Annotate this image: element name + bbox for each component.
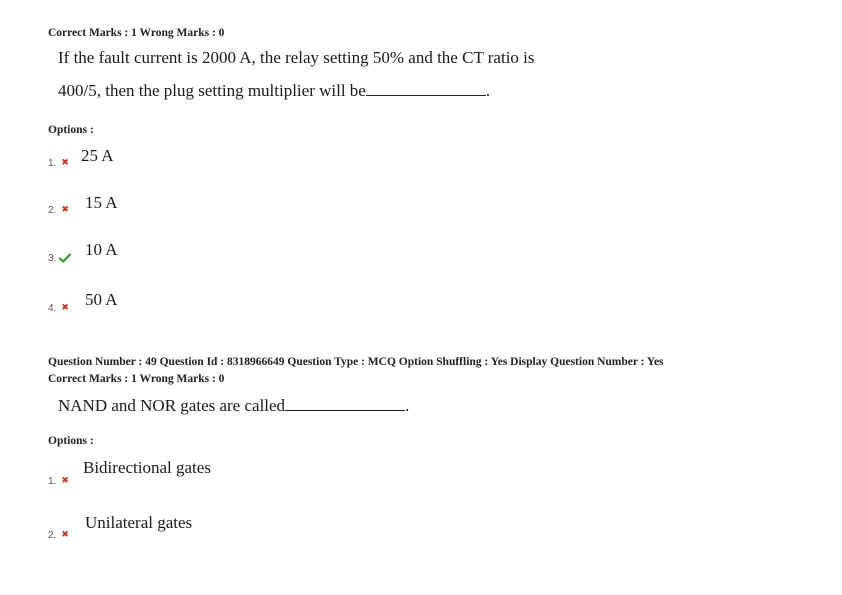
q1-option-2-number: 2. (48, 205, 57, 216)
q2-option-2-text: Unilateral gates (85, 513, 193, 532)
q2-option-2-marker (48, 530, 69, 541)
q1-text-end: . (485, 81, 491, 100)
q2-option-2-number: 2. (48, 530, 57, 541)
q2-text-content: NAND and NOR gates are called (58, 396, 286, 415)
q1-option-1-text: 25 A (81, 146, 114, 165)
q1-text-line2-content: 400/5, then the plug setting multiplier will be (58, 81, 366, 100)
cross-icon: ✖ (61, 205, 69, 215)
cross-icon: ✖ (61, 476, 69, 486)
cross-icon: ✖ (61, 303, 69, 313)
q1-option-2-text: 15 A (85, 193, 118, 212)
q1-option-4-marker (48, 303, 69, 314)
q1-marks: Correct Marks : 1 Wrong Marks : 0 (48, 27, 225, 39)
q1-option-3-number: 3. (48, 253, 57, 264)
q1-option-4-text: 50 A (85, 290, 118, 309)
q2-options-label: Options : (48, 435, 94, 447)
check-icon (59, 253, 71, 266)
q2-option-1-marker (48, 476, 69, 487)
q1-option-3-marker (48, 253, 71, 266)
q2-header: Question Number : 49 Question Id : 8318966649 Question Type : MCQ Option Shuffling : Yes Display Question Number : Yes (48, 356, 664, 368)
q1-option-4-number: 4. (48, 303, 57, 314)
q2-text (58, 395, 409, 416)
q1-options-label: Options : (48, 124, 94, 136)
q1-option-2-marker (48, 205, 69, 216)
q1-answer-blank (366, 80, 486, 96)
q2-answer-blank (285, 395, 405, 411)
cross-icon: ✖ (61, 530, 69, 540)
q1-option-1-marker (48, 158, 69, 169)
q1-option-3-text: 10 A (85, 240, 118, 259)
q2-marks: Correct Marks : 1 Wrong Marks : 0 (48, 373, 225, 385)
q1-option-1-number: 1. (48, 158, 57, 169)
cross-icon: ✖ (61, 158, 69, 168)
q1-text-line2 (58, 80, 490, 101)
q1-text-line1: If the fault current is 2000 A, the relay setting 50% and the CT ratio is (58, 48, 535, 67)
q2-text-end: . (405, 396, 410, 415)
q2-option-1-number: 1. (48, 476, 57, 487)
q2-option-1-text: Bidirectional gates (83, 458, 211, 477)
